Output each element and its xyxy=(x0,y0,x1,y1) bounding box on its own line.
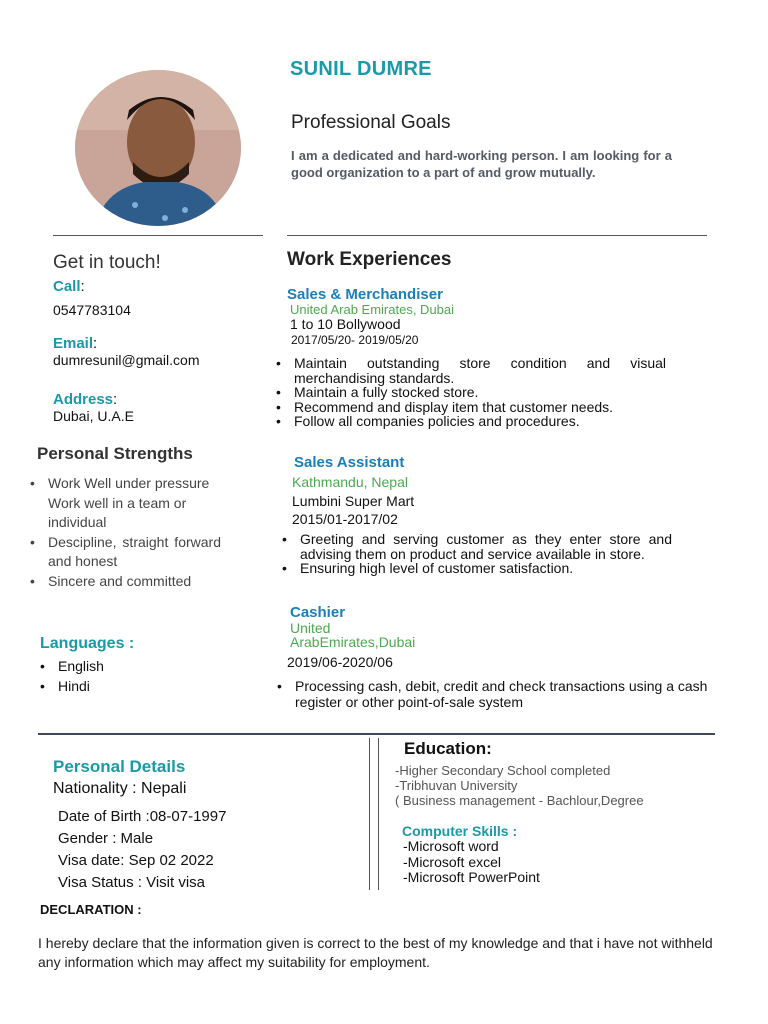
date-of-birth: Date of Birth :08-07-1997 xyxy=(58,808,227,825)
nationality: Nationality : Nepali xyxy=(53,780,187,797)
address-colon: : xyxy=(113,391,118,408)
address-label: Address xyxy=(53,391,114,408)
job-title: Sales & Merchandiser xyxy=(287,286,443,303)
computer-skills-list xyxy=(403,839,540,886)
duty-item: • Follow all companies policies and procedures. xyxy=(276,414,666,429)
strengths-list xyxy=(30,474,221,591)
left-divider xyxy=(53,235,263,236)
strengths-heading: Personal Strengths xyxy=(37,444,193,463)
email-label: Email xyxy=(53,335,94,352)
goals-text: I am a dedicated and hard-working person. I am looking for a good organization to a part of and grow mutually. xyxy=(291,148,672,180)
section-divider xyxy=(38,733,715,735)
call-colon: : xyxy=(80,278,85,295)
address-value: Dubai, U.A.E xyxy=(53,408,134,424)
email-address[interactable]: dumresunil@gmail.com xyxy=(53,352,200,368)
duty-item: • Maintain a fully stocked store. xyxy=(276,385,666,400)
job-location: ArabEmirates,Dubai xyxy=(290,634,416,650)
column-divider xyxy=(378,738,379,890)
language-item: • Hindi xyxy=(40,676,104,696)
job-company: Lumbini Super Mart xyxy=(292,493,415,509)
personal-heading: Personal Details xyxy=(53,757,186,776)
declaration-text: I hereby declare that the information given is correct to the best of my knowledge and that i have not withheld any information which may affect my suitability for employment. xyxy=(38,935,713,970)
job-dates: 2017/05/20- 2019/05/20 xyxy=(291,333,419,347)
education-list xyxy=(395,763,644,808)
job-location: Kathmandu, Nepal xyxy=(292,474,408,490)
call-label: Call xyxy=(53,278,81,295)
email-colon: : xyxy=(93,335,98,352)
job-location: United xyxy=(290,620,331,636)
duty-item: • Maintain outstanding store condition and visual merchandising standards. xyxy=(276,356,666,385)
language-item: • English xyxy=(40,656,104,676)
gender: Gender : Male xyxy=(58,830,154,847)
job-duties xyxy=(282,532,672,576)
right-divider xyxy=(287,235,707,236)
profile-photo-illustration xyxy=(75,70,241,226)
job-dates: 2015/01-2017/02 xyxy=(292,511,398,527)
address-label-row xyxy=(53,391,117,408)
job-title: Cashier xyxy=(290,604,346,621)
computer-skills-heading: Computer Skills : xyxy=(402,823,518,839)
education-item: -Higher Secondary School completed xyxy=(395,763,611,778)
strength-item: • Work Well under pressure Work well in a team or individual xyxy=(30,474,221,533)
goals-heading: Professional Goals xyxy=(291,112,451,133)
strength-item: • Sincere and committed xyxy=(30,572,221,592)
duty-item: • Greeting and serving customer as they enter store and advising them on product and service available in store. xyxy=(282,532,672,561)
job-duties xyxy=(276,356,666,429)
job-title: Sales Assistant xyxy=(294,454,405,471)
candidate-name: SUNIL DUMRE xyxy=(290,58,432,80)
job-duties xyxy=(277,678,717,710)
languages-list xyxy=(40,656,104,696)
duty-item: • Ensuring high level of customer satisfaction. xyxy=(282,561,672,576)
education-item: ( Business management - Bachlour,Degree xyxy=(395,793,644,808)
call-label-row xyxy=(53,278,85,295)
job-dates: 2019/06-2020/06 xyxy=(287,654,393,670)
work-heading: Work Experiences xyxy=(287,249,452,270)
duty-item: • Processing cash, debit, credit and check transactions using a cash register or other point-of-sale system xyxy=(277,678,717,710)
phone-number: 0547783104 xyxy=(53,302,131,318)
email-label-row xyxy=(53,335,97,352)
languages-heading: Languages : xyxy=(40,635,135,652)
computer-skill-item: -Microsoft excel xyxy=(403,853,502,870)
job-company: 1 to 10 Bollywood xyxy=(290,316,401,332)
declaration-heading: DECLARATION : xyxy=(40,902,142,917)
education-item: -Tribhuvan University xyxy=(395,778,518,793)
job-location: United Arab Emirates, Dubai xyxy=(290,302,455,317)
visa-status: Visa Status : Visit visa xyxy=(58,874,206,891)
column-divider xyxy=(369,738,370,890)
visa-date: Visa date: Sep 02 2022 xyxy=(58,852,214,869)
education-heading: Education: xyxy=(404,739,492,758)
profile-photo xyxy=(75,70,241,226)
computer-skill-item: -Microsoft word xyxy=(403,838,499,854)
strength-item: • Descipline, straight forward and honest xyxy=(30,533,221,572)
computer-skill-item: -Microsoft PowerPoint xyxy=(403,869,540,885)
contact-heading: Get in touch! xyxy=(53,252,161,273)
duty-item: • Recommend and display item that customer needs. xyxy=(276,400,666,415)
